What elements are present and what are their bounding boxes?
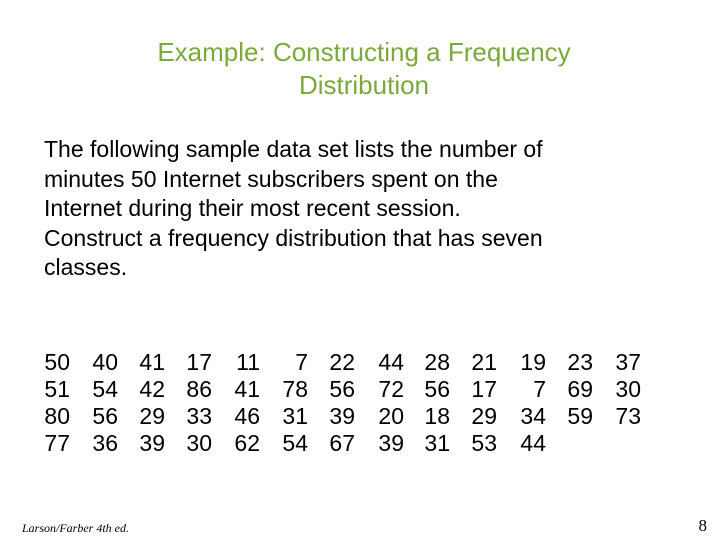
data-value: 23: [567, 349, 593, 375]
data-row: [44, 349, 664, 376]
body-line: The following sample data set lists the number of: [44, 136, 543, 162]
body-paragraph: [44, 135, 694, 283]
data-value: 56: [92, 403, 118, 429]
body-line: Internet during their most recent session.: [44, 195, 461, 221]
data-value: 62: [234, 430, 260, 456]
data-row: [44, 403, 664, 430]
data-value: 30: [615, 376, 641, 402]
data-value: 67: [329, 430, 355, 456]
data-value: 53: [471, 430, 497, 456]
data-value: 21: [471, 349, 497, 375]
page-number: 8: [698, 516, 707, 535]
data-value: 28: [424, 349, 450, 375]
data-value: 17: [186, 349, 212, 375]
data-value: 44: [520, 430, 546, 456]
data-value: 7: [533, 376, 546, 402]
title-line-2: Distribution: [298, 70, 430, 100]
data-value: 50: [44, 349, 70, 375]
data-value: 72: [378, 376, 404, 402]
data-value: 78: [282, 376, 308, 402]
data-value: 40: [92, 349, 118, 375]
body-line: classes.: [44, 254, 128, 280]
data-row: [44, 430, 664, 457]
data-value: 42: [139, 376, 165, 402]
data-value: 41: [234, 376, 260, 402]
title-line-1: Example: Constructing a Frequency: [157, 37, 571, 67]
data-value: 31: [282, 403, 308, 429]
footer-source: Larson/Farber 4th ed.: [22, 521, 130, 535]
data-value: 39: [378, 430, 404, 456]
data-value: 51: [44, 376, 70, 402]
data-value: 59: [567, 403, 593, 429]
data-value: 7: [295, 349, 308, 375]
data-value: 41: [139, 349, 165, 375]
data-value: 37: [615, 349, 641, 375]
data-value: 11: [236, 349, 260, 375]
data-value: 19: [520, 349, 546, 375]
data-set-grid: [44, 349, 664, 457]
data-value: 29: [139, 403, 165, 429]
data-value: 54: [92, 376, 118, 402]
body-line: minutes 50 Internet subscribers spent on the: [44, 165, 498, 192]
data-value: 30: [186, 430, 212, 456]
data-value: 86: [186, 376, 212, 402]
data-value: 34: [520, 403, 546, 429]
slide-title: [80, 36, 648, 102]
data-value: 36: [92, 430, 118, 456]
data-value: 39: [139, 430, 165, 456]
data-value: 56: [329, 376, 355, 402]
data-row: [44, 376, 664, 403]
data-value: 54: [282, 430, 308, 456]
data-value: 39: [329, 403, 355, 429]
data-value: 77: [44, 430, 70, 456]
data-value: 56: [424, 376, 450, 402]
data-value: 33: [186, 403, 212, 429]
data-value: 80: [44, 403, 70, 429]
body-line: Construct a frequency distribution that has seven: [44, 224, 543, 251]
data-value: 18: [424, 403, 450, 429]
data-value: 31: [424, 430, 450, 456]
data-value: 44: [378, 349, 404, 375]
data-value: 73: [615, 403, 641, 429]
data-value: 69: [567, 376, 593, 402]
data-value: 20: [378, 403, 404, 429]
data-value: 29: [471, 403, 497, 429]
data-value: 22: [329, 349, 355, 375]
data-value: 46: [234, 403, 260, 429]
data-value: 17: [471, 376, 497, 402]
